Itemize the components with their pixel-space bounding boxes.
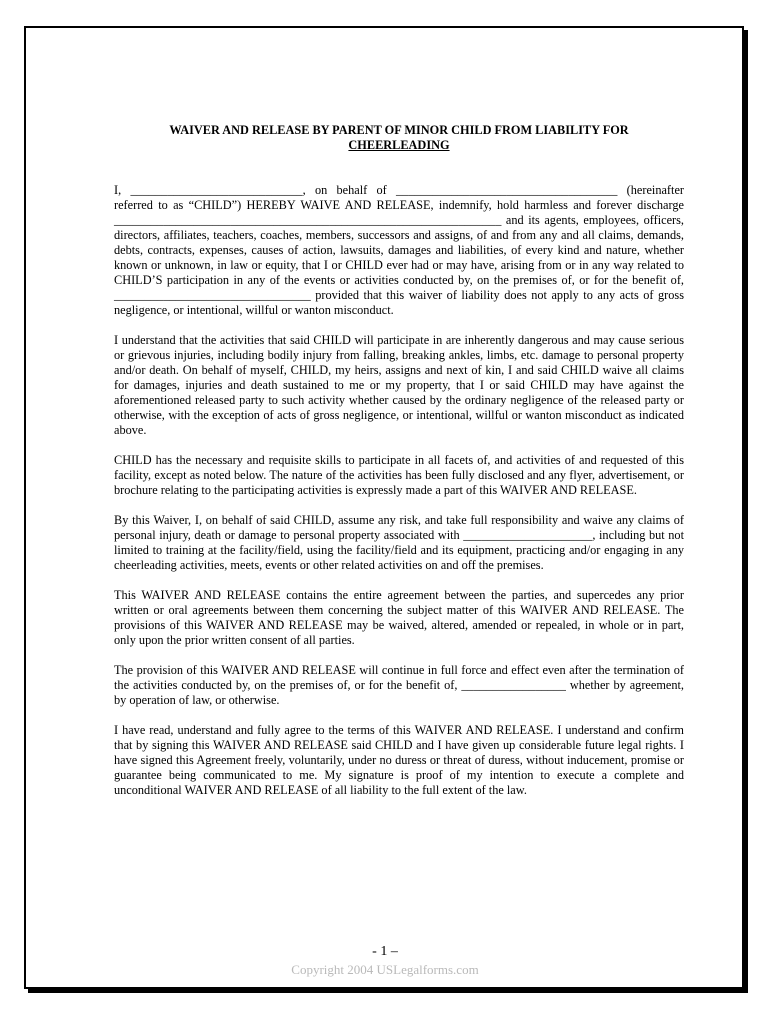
paragraph-inherent-danger: I understand that the activities that said CHILD will participate in are inherently dangerous and may cause serious or grievous injuries, including bodily injury from falling, breaking ankles, limbs, etc. damage to personal property and/or death. On behalf of myself, CHILD, my heirs, assigns and next of kin, I and said CHILD waive all claims for damages, injuries and death sustained to me or my property, that I or said CHILD may have against the aforementioned released party to such activity whether caused by the ordinary negligence of the released party or otherwise, with the exception of acts of gross negligence, or intentional, willful or wanton misconduct as indicated above. — [114, 333, 684, 437]
document-body — [114, 183, 684, 813]
copyright-notice: Copyright 2004 USLegalforms.com — [291, 962, 479, 977]
document-page — [24, 26, 744, 989]
paragraph-assumption-of-risk: By this Waiver, I, on behalf of said CHILD, assume any risk, and take full responsibility and waive any claims of personal injury, death or damage to personal property associated with _____________________, including but not limited to training at the facility/field, using the facility/field and its equipment, practicing and/or engaging in any cheerleading activities, meets, events or other related activities on and off the premises. — [114, 513, 684, 572]
paragraph-continuation: The provision of this WAIVER AND RELEASE will continue in full force and effect even after the termination of the activities conducted by, on the premises of, or for the benefit of, _________________ whether by agreement, by operation of law, or otherwise. — [114, 663, 684, 707]
paragraph-entire-agreement: This WAIVER AND RELEASE contains the entire agreement between the parties, and supercedes any prior written or oral agreements between them concerning the subject matter of this WAIVER AND RELEASE. The provisions of this WAIVER AND RELEASE may be waived, altered, amended or repealed, in whole or in part, only upon the prior written consent of all parties. — [114, 588, 684, 647]
page-number: - 1 – — [372, 944, 398, 959]
paragraph-acknowledgement: I have read, understand and fully agree to the terms of this WAIVER AND RELEASE. I understand and confirm that by signing this WAIVER AND RELEASE said CHILD and I have given up considerable future legal rights. I have signed this Agreement freely, voluntarily, under no duress or threat of duress, without inducement, promise or guarantee being communicated to me. My signature is proof of my intention to execute a complete and unconditional WAIVER AND RELEASE of all liability to the full extent of the law. — [114, 723, 684, 797]
title-line-1: WAIVER AND RELEASE BY PARENT OF MINOR CHILD FROM LIABILITY FOR — [169, 123, 629, 137]
document-title — [114, 123, 684, 153]
title-line-2: CHEERLEADING — [348, 138, 450, 152]
paragraph-release-clause: I, ____________________________, on behalf of ____________________________________ (hereinafter referred to as “CHILD”) HEREBY WAIVE AND RELEASE, indemnify, hold harmless and forever discharge _______________________________________________________________ and its agents, employees, officers, directors, affiliates, teachers, coaches, members, successors and assigns, of and from any and all claims, demands, debts, contracts, expenses, causes of action, lawsuits, damages and liabilities, of every kind and nature, whether known or unknown, in law or equity, that I or CHILD ever had or may have, arising from or in any way related to CHILD’S participation in any of the events or activities conducted by, on the premises of, or for the benefit of, ________________________________ provided that this waiver of liability does not apply to any acts of gross negligence, or intentional, willful or wanton misconduct. — [114, 183, 684, 317]
paragraph-child-skills: CHILD has the necessary and requisite skills to participate in all facets of, and activities of and requested of this facility, except as noted below. The nature of the activities has been fully disclosed and any flyer, advertisement, or brochure relating to the participating activities is expressly made a part of this WAIVER AND RELEASE. — [114, 453, 684, 497]
